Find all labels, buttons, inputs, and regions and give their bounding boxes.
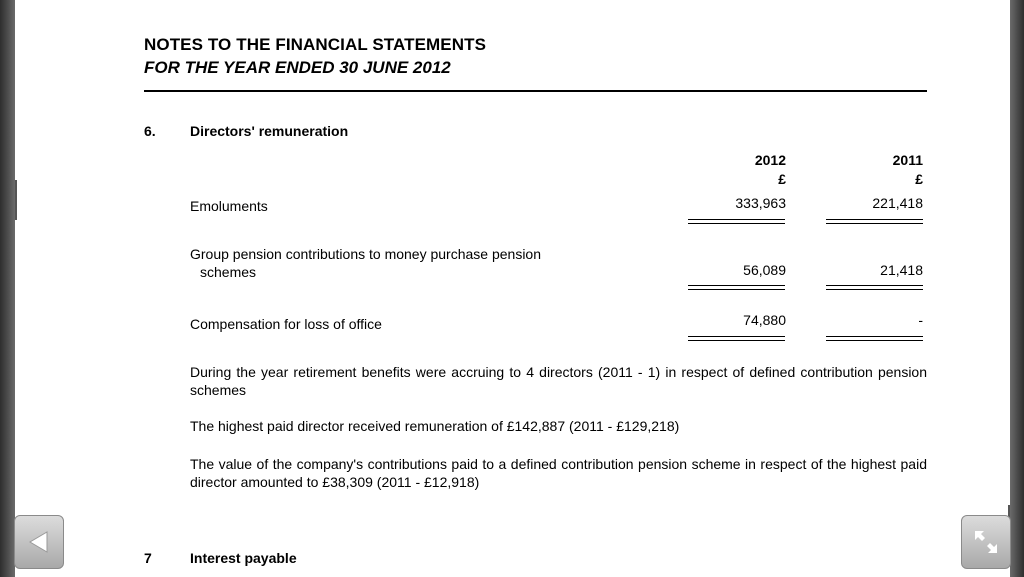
column-unit-2012: £ [778,171,786,187]
value-pension-2012: 56,089 [743,262,786,278]
row-label-emoluments: Emoluments [190,198,268,214]
header-rule [144,90,927,92]
page-edge-mark [15,180,17,220]
column-year-2011: 2011 [892,152,923,168]
paragraph-company-contributions: The value of the company's contributions paid to a defined contribution pension scheme in respect of the highest paid director amounted to £38,309 (2011 - £12,918) [190,456,927,490]
double-underline [688,336,785,341]
section-heading: Interest payable [190,550,297,566]
value-compensation-2012: 74,880 [743,312,786,328]
section-number: 7 [144,550,152,566]
row-label-line1: Group pension contributions to money purchase pension [190,246,541,262]
double-underline [826,219,923,224]
left-window-edge [0,0,15,577]
section-heading: Directors' remuneration [190,123,349,139]
right-window-edge [1010,0,1024,577]
row-label-compensation: Compensation for loss of office [190,316,382,332]
row-label-pension [190,245,620,281]
double-underline [826,285,923,290]
value-emoluments-2012: 333,963 [735,195,786,211]
page-title: NOTES TO THE FINANCIAL STATEMENTS [144,35,487,54]
value-pension-2011: 21,418 [880,262,923,278]
section-number: 6. [144,123,156,139]
row-label-line2: schemes [200,264,257,280]
column-year-2012: 2012 [754,152,786,168]
value-compensation-2011: - [918,312,923,328]
collapse-arrows-icon [972,528,1000,556]
document-page[interactable] [15,0,1010,577]
triangle-left-icon [27,530,51,554]
column-unit-2011: £ [915,171,923,187]
double-underline [688,285,785,290]
double-underline [688,219,785,224]
previous-page-button[interactable] [14,515,64,569]
paragraph-retirement-benefits: During the year retirement benefits were accruing to 4 directors (2011 - 1) in respect of defined contribution pension schemes [190,364,927,398]
page-subtitle: FOR THE YEAR ENDED 30 JUNE 2012 [144,58,451,77]
exit-fullscreen-button[interactable] [961,515,1011,569]
value-emoluments-2011: 221,418 [872,195,923,211]
paragraph-highest-paid: The highest paid director received remuneration of £142,887 (2011 - £129,218) [190,418,680,434]
double-underline [826,336,923,341]
